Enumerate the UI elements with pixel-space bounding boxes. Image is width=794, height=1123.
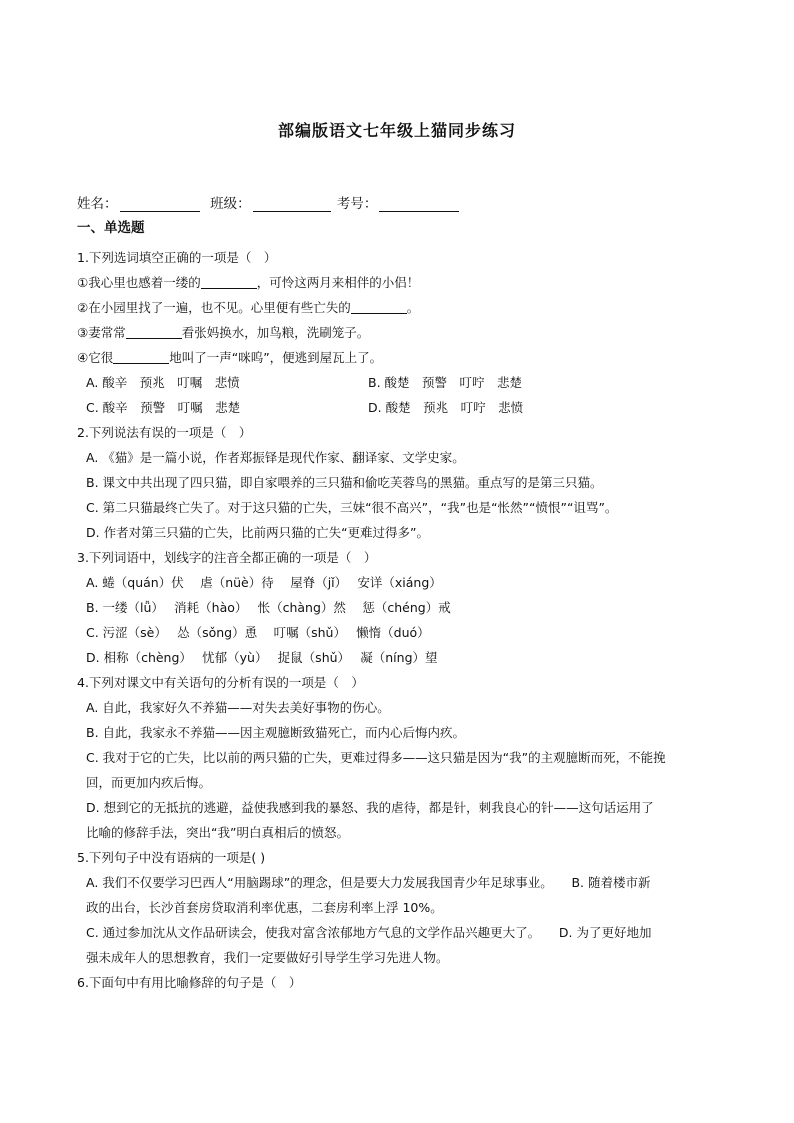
question-1-options-cd xyxy=(77,395,722,420)
option-d[interactable]: D. 相称（chèng） 忧郁（yù） 捉鼠（shǔ） 凝（níng）望 xyxy=(86,650,438,665)
option-b[interactable]: B. 酸楚 预警 叮咛 悲楚 xyxy=(368,375,523,390)
option-b[interactable]: B. 自此，我家永不养猫——因主观臆断致猫死亡，而内心后悔内疚。 xyxy=(86,725,466,740)
question-5-stem: 5.下列句子中没有语病的一项是( ) xyxy=(77,850,266,865)
question-1-sentence-3 xyxy=(77,320,722,345)
section-heading: 一、单选题 xyxy=(77,220,145,236)
sentence-text: ②在小园里找了一遍，也不见。心里便有些亡失的 xyxy=(77,300,351,315)
option-b[interactable]: B. 一缕（lǚ） 消耗（hào） 怅（chàng）然 惩（chéng）戒 xyxy=(86,600,451,615)
option-d-continued: 比喻的修辞手法，突出“我”明白真相后的愤怒。 xyxy=(86,825,349,840)
fill-blank xyxy=(126,324,182,339)
class-label: 班级： xyxy=(210,196,251,212)
question-1-sentence-4 xyxy=(77,345,722,370)
option-c-continued: 回，而更加内疚后悔。 xyxy=(86,775,212,790)
option-c-d[interactable]: C. 通过参加沈从文作品研读会，使我对富含浓郁地方气息的文学作品兴趣更大了。 D. 为了更好地加 xyxy=(86,925,652,940)
option-c[interactable]: C. 酸辛 预警 叮嘱 悲楚 xyxy=(86,400,241,415)
option-d[interactable]: D. 酸楚 预兆 叮咛 悲愤 xyxy=(368,400,524,415)
questions xyxy=(77,245,722,995)
option-d[interactable]: D. 作者对第三只猫的亡失，比前两只猫的亡失“更难过得多”。 xyxy=(86,525,430,540)
option-a[interactable]: A. 酸辛 预兆 叮嘱 悲愤 xyxy=(86,375,240,390)
question-1-sentence-2 xyxy=(77,295,722,320)
option-a[interactable]: A. 自此，我家好久不养猫——对失去美好事物的伤心。 xyxy=(86,700,390,715)
option-c[interactable]: C. 污涩（sè） 怂（sǒng）恿 叮嘱（shǔ） 懒惰（duó） xyxy=(86,625,430,640)
question-2-stem: 2.下列说法有误的一项是（ ） xyxy=(77,425,252,440)
option-a-b[interactable]: A. 我们不仅要学习巴西人“用脑踢球”的理念，但是要大力发展我国青少年足球事业。 B. 随着楼市新 xyxy=(86,875,651,890)
question-3-stem: 3.下列词语中，划线字的注音全都正确的一项是（ ） xyxy=(77,550,377,565)
option-a[interactable]: A. 《猫》是一篇小说，作者郑振铎是现代作家、翻译家、文学史家。 xyxy=(86,450,465,465)
fill-blank xyxy=(113,349,169,364)
option-d-continued: 强未成年人的思想教育，我们一定要做好引导学生学习先进人物。 xyxy=(86,950,449,965)
sentence-text: 地叫了一声“咪呜”，便逃到屋瓦上了。 xyxy=(169,350,383,365)
page-title: 部编版语文七年级上猫同步练习 xyxy=(277,121,516,140)
name-blank[interactable] xyxy=(120,197,200,212)
question-1-stem: 1.下列选词填空正确的一项是（ ） xyxy=(77,250,277,265)
fill-blank xyxy=(351,299,407,314)
option-b[interactable]: B. 课文中共出现了四只猫，即自家喂养的三只猫和偷吃芙蓉鸟的黑猫。重点写的是第三只猫。 xyxy=(86,475,603,490)
option-b-continued: 政的出台，长沙首套房贷取消利率优惠，二套房利率上浮 10%。 xyxy=(86,900,443,915)
sentence-text: ③妻常常 xyxy=(77,325,126,340)
student-info xyxy=(77,192,461,212)
number-blank[interactable] xyxy=(379,197,459,212)
fill-blank xyxy=(201,274,257,289)
option-a[interactable]: A. 蜷（quán）伏 虐（nüè）待 屋脊（jǐ） 安详（xiáng） xyxy=(86,575,442,590)
sentence-text: ①我心里也感着一缕的 xyxy=(77,275,201,290)
question-6-stem: 6.下面句中有用比喻修辞的句子是（ ） xyxy=(77,975,302,990)
option-d[interactable]: D. 想到它的无抵抗的逃避，益使我感到我的暴怒、我的虐待，都是针，刺我良心的针——这句话运用了 xyxy=(86,800,654,815)
number-label: 考号： xyxy=(336,196,378,212)
option-c[interactable]: C. 我对于它的亡失，比以前的两只猫的亡失，更难过得多——这只猫是因为“我”的主观臆断而死，不能挽 xyxy=(86,750,666,765)
question-1-sentence-1 xyxy=(77,270,722,295)
question-1-options-ab xyxy=(77,370,722,395)
sentence-text: ，可怜这两月来相伴的小侣！ xyxy=(256,275,420,290)
question-4-stem: 4.下列对课文中有关语句的分析有误的一项是（ ） xyxy=(77,675,364,690)
sentence-text: 看张妈换水，加鸟粮，洗刷笼子。 xyxy=(181,325,370,340)
sentence-text: ④它很 xyxy=(77,350,114,365)
name-label: 姓名： xyxy=(77,196,118,212)
option-c[interactable]: C. 第二只猫最终亡失了。对于这只猫的亡失，三妹“很不高兴”，“我”也是“怅然”“愤恨”“诅骂”。 xyxy=(86,500,618,515)
class-blank[interactable] xyxy=(253,197,331,212)
sentence-text: 。 xyxy=(406,300,420,315)
